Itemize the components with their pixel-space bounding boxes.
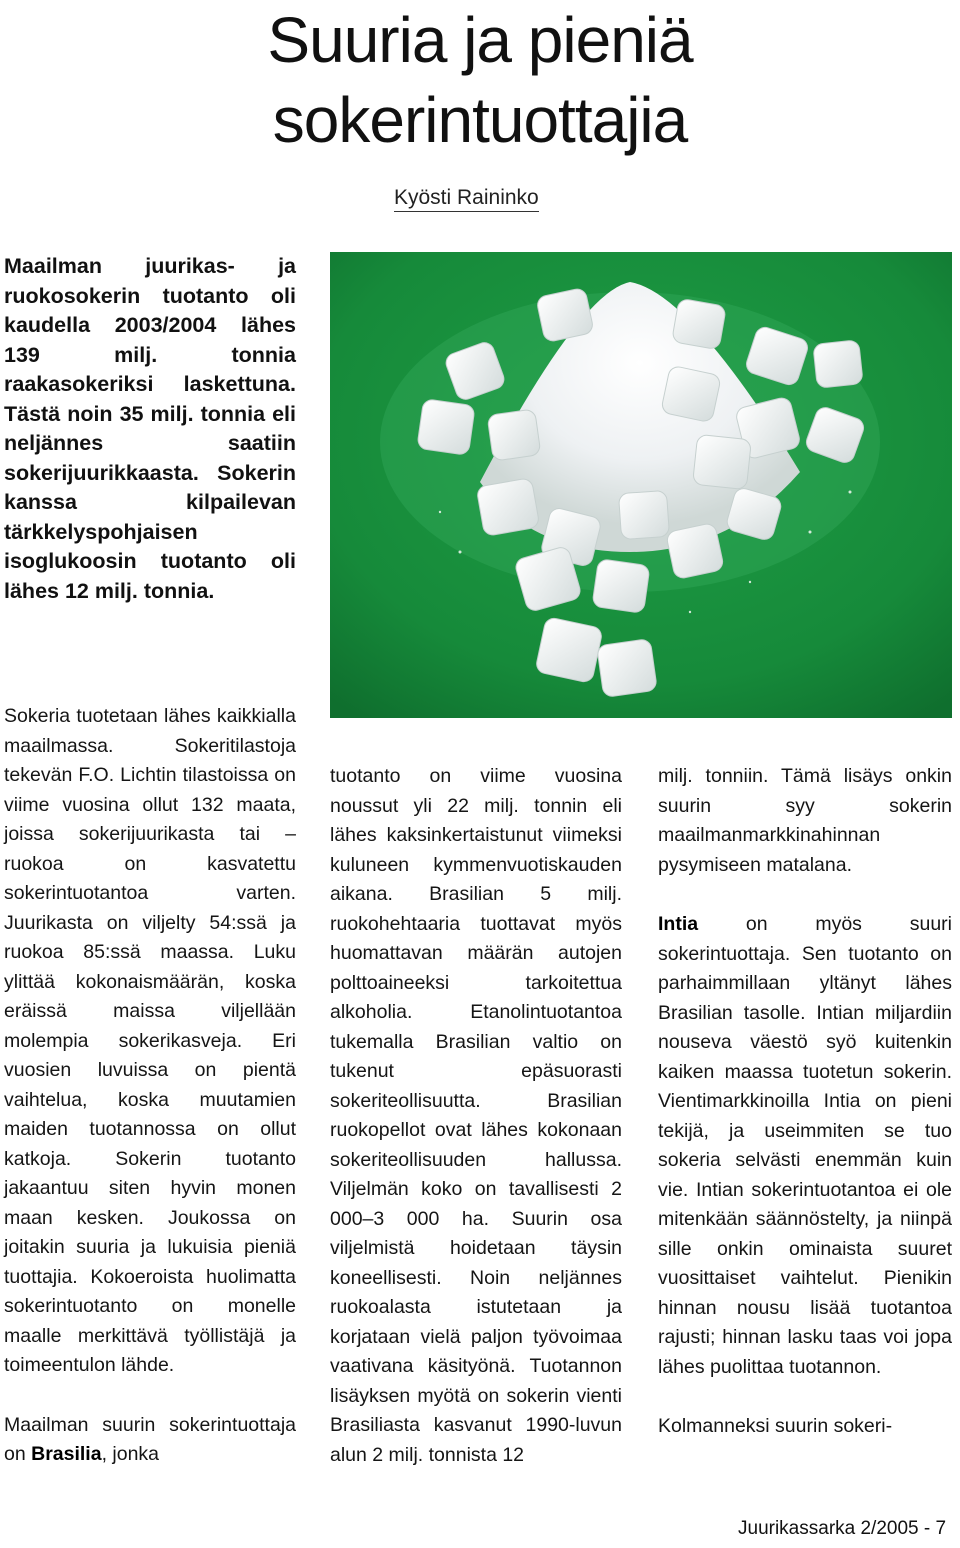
col1-paragraph-2	[4, 1411, 296, 1470]
column-2	[330, 762, 622, 1470]
col3-paragraph-1: milj. tonniin. Tämä lisäys onkin suurin syy sokerin maailmanmarkkinahinnan pysymiseen matalana.	[658, 765, 952, 876]
col3-p2-text: on myös suuri sokerintuottaja. Sen tuotanto on parhaimmillaan yltänyt lähes Brasilian tasolle. Intian miljardiin nouseva väestö syö kuitenkin kaiken maassa tuotetun sokerin. Vientimarkkinoilla Intia on pieni tekijä, ja useimmiten se tuo sokeria selvästi enemmän kuin vie. Intian sokerintuotantoa ei ole mitenkään säännöstelty, ja niinpä sille onkin ominaista suuret vuosittaiset vaihtelut. Pienikin hinnan nousu lisää tuotantoa rajusti; hinnan lasku taas voi jopa lähes puolittaa tuotannon.	[658, 913, 952, 1378]
col3-paragraph-3: Kolmanneksi suurin sokeri-	[658, 1415, 893, 1437]
title-line-2: sokerintuottajia	[272, 84, 688, 156]
col3-paragraph-2	[658, 910, 952, 1382]
col1-p2-text-b: , jonka	[101, 1443, 160, 1465]
intia-bold: Intia	[658, 913, 699, 935]
lead-paragraph: Maailman juurikas- ja ruokosokerin tuotanto oli kaudella 2003/2004 lähes 139 milj. tonnia raakasokeriksi laskettuna. Tästä noin 35 milj. tonnia eli neljännes saatiin sokerijuurikkaasta. Sokerin kanssa kilpailevan tärkkelyspohjaisen isoglukoosin tuotanto oli lähes 12 milj. tonnia.	[4, 254, 296, 603]
sugar-photo	[330, 252, 952, 718]
title-line-1: Suuria ja pieniä	[267, 4, 693, 76]
column-1	[4, 702, 296, 1470]
col2-paragraph-1: tuotanto on viime vuosina noussut yli 22 milj. tonnin eli lähes kaksinkertaistunut viimeksi kuluneen kymmenvuotiskauden aikana. Brasilian 5 milj. ruokohehtaaria tuottavat myös huomattavan määrän autojen polttoaineeksi tarkoitettua alkoholia. Etanolintuotantoa tukemalla Brasilian valtio on tukenut epäsuorasti sokeriteollisuutta. Brasilian ruokopellot ovat lähes kokonaan sokeriteollisuuden hallussa. Viljelmän koko on tavallisesti 2 000–3 000 ha. Suurin osa viljelmistä hoidetaan täysin koneellisesti. Noin neljännes ruokoalasta istutetaan ja korjataan vielä paljon työvoimaa vaativana käsityönä. Tuotannon lisäyksen myötä on sokerin vienti Brasiliasta kasvanut 1990-luvun alun 2 milj. tonnista 12	[330, 765, 622, 1466]
col1-p2-text-a: Maailman suurin sokerintuottaja on	[4, 1413, 296, 1465]
column-3	[658, 762, 952, 1442]
page-footer: Juurikassarka 2/2005 - 7	[738, 1518, 947, 1539]
author-byline: Kyösti Raininko	[394, 186, 539, 212]
col1-paragraph-1: Sokeria tuotetaan lähes kaikkialla maailmassa. Sokeritilastoja tekevän F.O. Lichtin tilastoissa on viime vuosina ollut 132 maata, joissa sokerijuurikasta tai –ruokoa on kasvatettu sokerintuotantoa varten. Juurikasta on viljelty 54:ssä ja ruokoa 85:ssä maassa. Luku ylittää kokonaismäärän, koska eräissä maissa viljellään molempia sokerikasveja. Eri vuosien luvuissa on pientä vaihtelua, koska muutamien maiden tuotannossa on ollut katkoja. Sokerin tuotanto jakaantuu siten hyvin monen maan kesken. Joukossa on joitakin suuria ja lukuisia pieniä tuottajia. Kokoeroista huolimatta sokerintuotanto on monelle maalle merkittävä työllistäjä ja toimeentulon lähde.	[4, 705, 296, 1376]
brasilia-bold: Brasilia	[31, 1443, 102, 1465]
page-title	[150, 0, 810, 160]
